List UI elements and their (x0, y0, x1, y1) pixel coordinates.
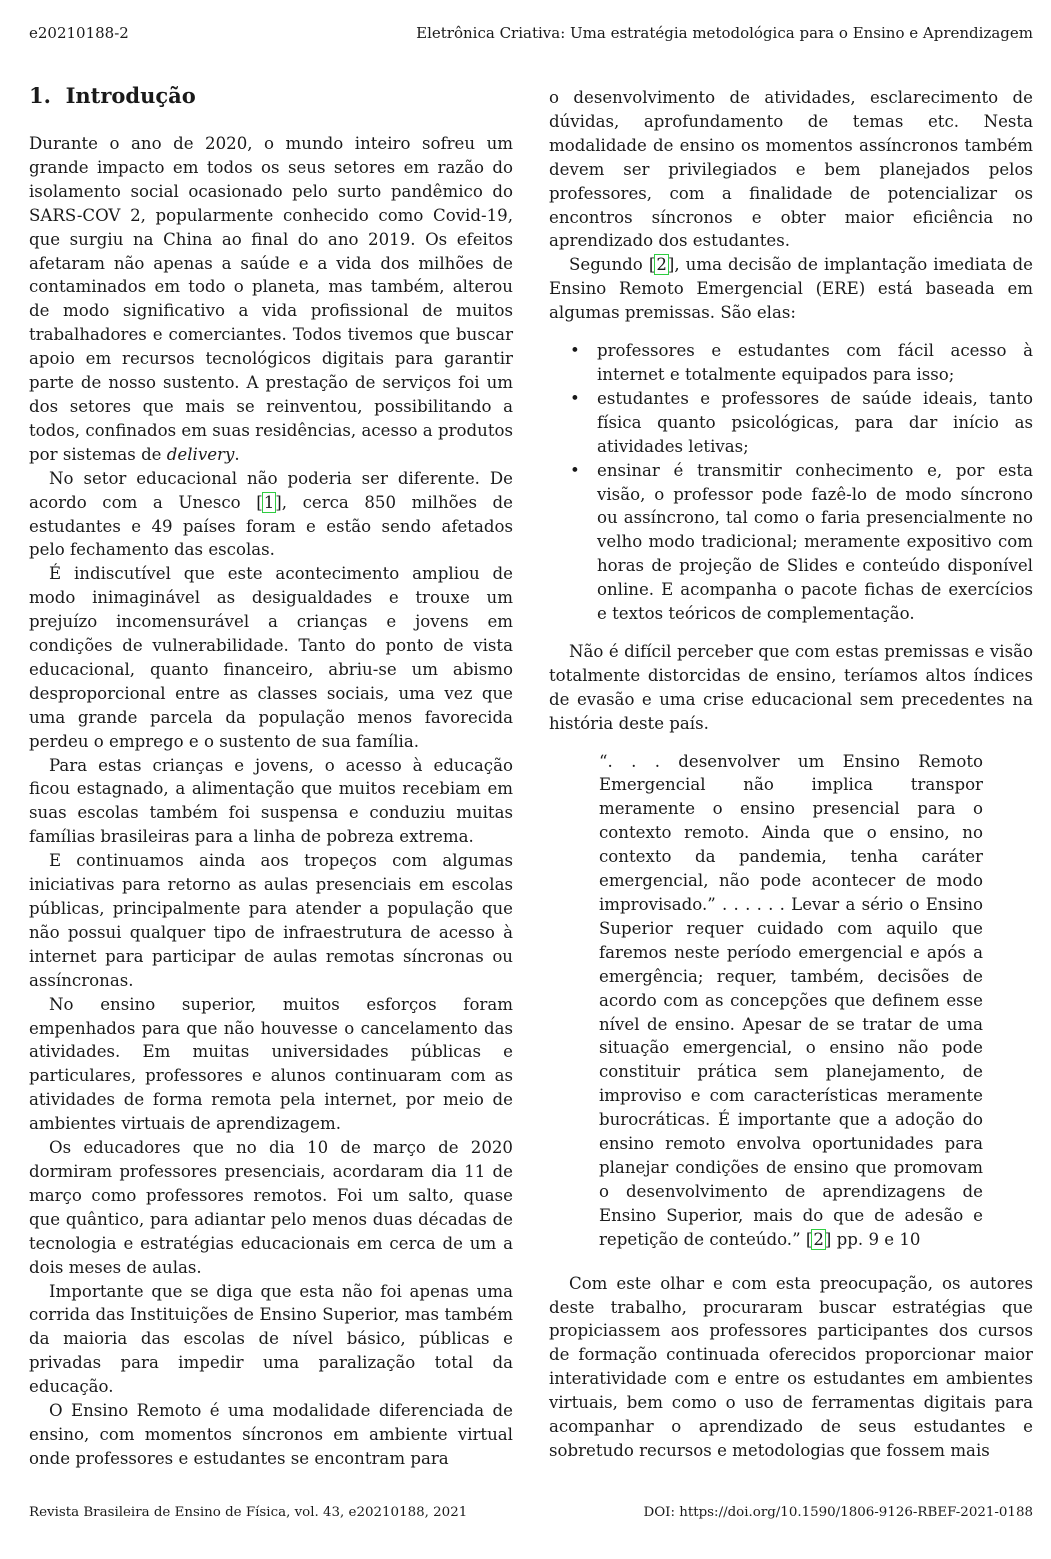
paragraph: Não é difícil perceber que com estas premissas e visão totalmente distorcidas de ensino, teríamos altos índices de evasão e uma crise educacional sem precedentes na história deste país. (549, 641, 1033, 733)
running-title: Eletrônica Criativa: Uma estratégia metodológica para o Ensino e Aprendizagem (416, 24, 1033, 42)
section-heading (29, 82, 513, 110)
paragraph: E continuamos ainda aos tropeços com algumas iniciativas para retorno as aulas presenciais em escolas públicas, principalmente para atender a população que não possui qualquer tipo de infraestrutura de acesso à internet para participar de aulas remotas síncronas ou assíncronas. (29, 851, 513, 990)
paragraph: É indiscutível que este acontecimento ampliou de modo inimaginável as desigualdades e trouxe um prejuízo incomensurável a crianças e jovens em condições de vulnerabilidade. Tanto do ponto de vista educacional, quanto financeiro, abriu-se um abismo desproporcional entre as classes sociais, uma vez que uma grande parcela da população menos favorecida perdeu o emprego e o sustento de sua família. (29, 564, 513, 751)
paragraph: o desenvolvimento de atividades, esclarecimento de dúvidas, aprofundamento de temas etc. Nesta modalidade de ensino os momentos assíncronos também devem ser privilegiados e bem planejados pelos professores, com a finalidade de potencializar os encontros síncronos e obter maior eficiência no aprendizado dos estudantes. (549, 88, 1033, 251)
citation-link[interactable]: 1 (263, 492, 275, 512)
list-item: • ensinar é transmitir conhecimento e, por esta visão, o professor pode fazê-lo de modo síncrono ou assíncrono, tal como o faria presencialmente no velho modo tradicional; meramente expositivo com horas de projeção de Slides e conteúdo disponível online. E acompanha o pacote fichas de exercícios e textos teóricos de complementação. (597, 459, 1033, 626)
citation-link[interactable]: 2 (813, 1229, 824, 1249)
section-title: Introdução (65, 83, 196, 108)
doi-footer[interactable]: DOI: https://doi.org/10.1590/1806-9126-RBEF-2021-0188 (643, 1505, 1033, 1520)
premises-list (549, 339, 1033, 626)
paragraph: Importante que se diga que esta não foi apenas uma corrida das Instituições de Ensino Superior, mas também da maioria das escolas de nível básico, públicas e privadas para impedir uma paralização total da educação. (29, 1281, 513, 1397)
left-column (29, 82, 513, 1471)
paragraph: No ensino superior, muitos esforços foram empenhados para que não houvesse o cancelamento das atividades. Em muitas universidades públicas e particulares, professores e alunos continuaram com as atividades de forma remota pela internet, por meio de ambientes virtuais de aprendizagem. (29, 994, 513, 1134)
paragraph: Com este olhar e com esta preocupação, os autores deste trabalho, procuraram buscar estratégias que propiciassem aos professores participantes dos cursos de formação continuada oferecidos proporcionar maior interatividade com e entre os estudantes em ambientes virtuais, bem como o uso de ferramentas digitais para acompanhar o aprendizado de seus estudantes e sobretudo recursos e metodologias que fossem mais (549, 1273, 1033, 1460)
citation-link[interactable]: 2 (656, 255, 667, 275)
journal-footer: Revista Brasileira de Ensino de Física, vol. 43, e20210188, 2021 (29, 1505, 468, 1520)
paragraph: Para estas crianças e jovens, o acesso à educação ficou estagnado, a alimentação que muitos recebiam em suas escolas também foi suspensa e conduziu muitas famílias brasileiras para a linha de pobreza extrema. (29, 755, 513, 847)
block-quote: “. . . desenvolver um Ensino Remoto Emergencial não implica transpor meramente o ensino presencial para o contexto remoto. Ainda que o ensino, no contexto da pandemia, tenha caráter emergencial, não pode acontecer de modo improvisado.” . . . . . . Levar a sério o Ensino Superior requer cuidado com aquilo que faremos neste período emergencial e após a emergência; requer, também, decisões de acordo com as concepções que definem esse nível de ensino. Apesar de se tratar de uma situação emergencial, o ensino não pode constituir prática sem planejamento, de improviso e com características meramente burocráticas. É importante que a adoção do ensino remoto envolva oportunidades para planejar condições de ensino que promovam o desenvolvimento de aprendizagens de Ensino Superior, mais do que de adesão e repetição de conteúdo.” [2] pp. 9 e 10 (599, 751, 983, 1249)
paragraph: O Ensino Remoto é uma modalidade diferenciada de ensino, com momentos síncronos em ambiente virtual onde professores e estudantes se encontram para (29, 1401, 513, 1468)
page-id: e20210188-2 (29, 24, 129, 42)
list-item: • professores e estudantes com fácil acesso à internet e totalmente equipados para isso; (597, 339, 1033, 387)
paragraph: Durante o ano de 2020, o mundo inteiro sofreu um grande impacto em todos os seus setores em razão do isolamento social ocasionado pelo surto pandêmico do SARS-COV 2, popularmente conhecido como Covid-19, que surgiu na China ao final do ano 2019. Os efeitos afetaram não apenas a saúde e a vida dos milhões de contaminados em todo o planeta, mas também, alterou de modo significativo a vida profissional de muitos trabalhadores e comerciantes. Todos tivemos que buscar apoio em recursos tecnológicos digitais para garantir parte de nosso sustento. A prestação de serviços foi um dos setores que mais se reinventou, possibilitando a todos, confinados em suas residências, acesso a produtos por sistemas de delivery. (29, 134, 513, 464)
paragraph: No setor educacional não poderia ser diferente. De acordo com a Unesco [1], cerca 850 milhões de estudantes e 49 países foram e estão sendo afetados pelo fechamento das escolas. (29, 468, 513, 560)
section-number: 1. (29, 83, 51, 108)
paragraph: Os educadores que no dia 10 de março de 2020 dormiram professores presenciais, acordaram dia 11 de março como professores remotos. Foi um salto, quase que quântico, para adiantar pelo menos duas décadas de tecnologia e estratégias educacionais em cerca de um a dois meses de aulas. (29, 1138, 513, 1277)
emphasis-delivery: delivery (166, 444, 235, 464)
right-column (549, 86, 1033, 1463)
paragraph: Segundo [2], uma decisão de implantação imediata de Ensino Remoto Emergencial (ERE) está baseada em algumas premissas. São elas: (549, 255, 1033, 323)
list-item: • estudantes e professores de saúde ideais, tanto física quanto psicológicas, para dar início as atividades letivas; (597, 387, 1033, 459)
